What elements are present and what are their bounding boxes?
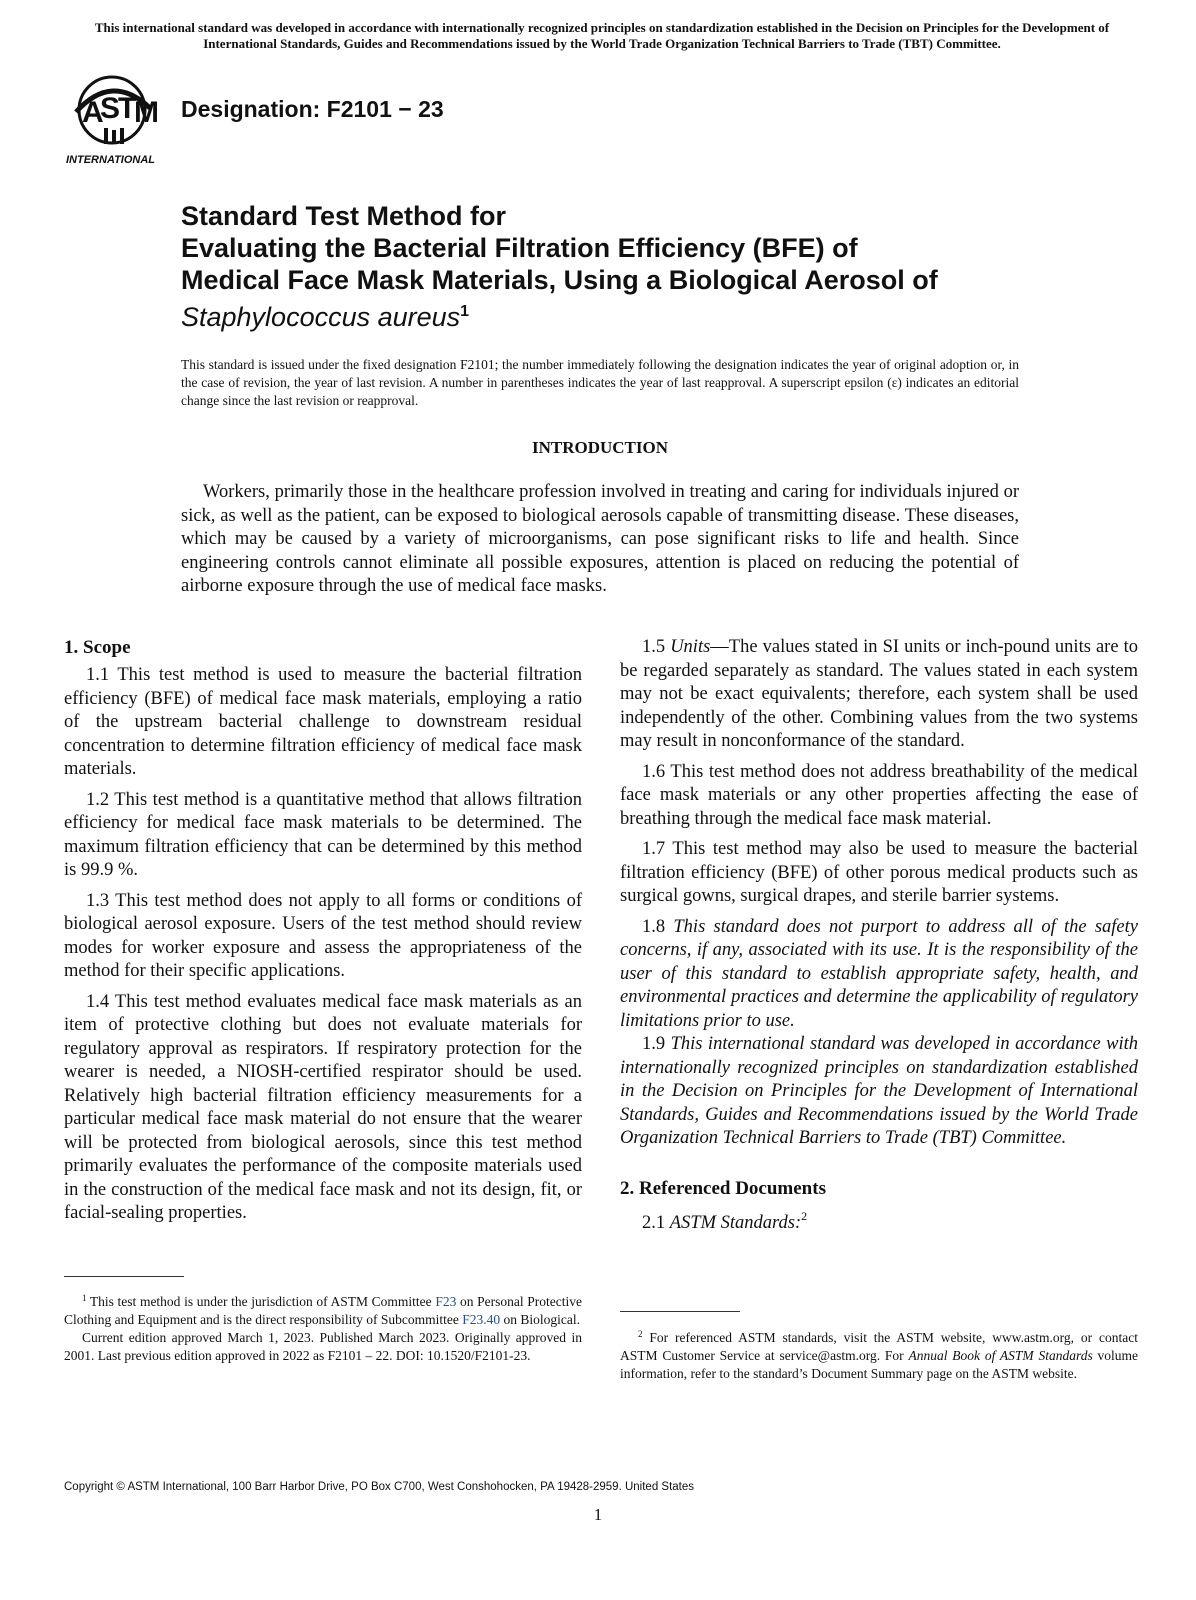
issue-note: This standard is issued under the fixed designation F2101; the number immediately following the designation indicates the year of original adoption or, in the case of revision, the year of last revision. A number in parentheses indicates the year of last reapproval. A superscript epsilon (ε) indicates an editorial change since the last revision or reapproval. (181, 357, 1019, 408)
astm-international-logo (66, 72, 170, 168)
scope-heading: 1. Scope (64, 637, 131, 658)
designation: Designation: F2101 − 23 (181, 96, 444, 122)
right-column (620, 636, 1138, 1242)
footnote-1-text-c: on Biological. (503, 1312, 580, 1327)
introduction-heading: INTRODUCTION (531, 438, 669, 457)
title-line-2: Evaluating the Bacterial Filtration Efficiency (BFE) of (181, 233, 858, 263)
section-2-1-number: 2.1 (642, 1212, 666, 1233)
title-line-4 (181, 296, 1131, 333)
footnote-1 (64, 1289, 582, 1365)
section-2-1-label: ASTM Standards: (669, 1212, 802, 1233)
footnote-1-text-a: This test method is under the jurisdiction of ASTM Committee (89, 1294, 432, 1309)
section-1-5-label: Units (670, 637, 711, 657)
wto-banner: This international standard was developed in accordance with internationally recognized principles on standardization established in the Decision on Principles for the Development of International Standards, Guides and Recommendations issued by the World Trade Organization Technical Barriers to Trade (TBT) Committee. (94, 20, 1110, 51)
section-1-4: 1.4 This test method evaluates medical face mask materials as an item of protective clothing but does not evaluate materials for regulatory approval as respirators. If respiratory protection for the wearer is needed, a NIOSH-certified respirator should be used. Relatively high bacterial filtration efficiency measurements for a particular medical face mask material do not ensure that the wearer will be protected from biological aerosols, since this test method primarily evaluates the performance of the composite materials used in the construction of the medical face mask and not its design, fit, or facial-sealing properties. (64, 991, 582, 1223)
svg-text:S: S (100, 92, 121, 125)
section-1-8-text: This standard does not purport to address all of the safety concerns, if any, associated with its use. It is the responsibility of the user of this standard to establish appropriate safety, health, and environmental practices and determine the applicability of regulatory limitations prior to use. (620, 916, 1138, 1031)
footnote-1-mark: 1 (82, 1293, 87, 1303)
organism-name: Staphylococcus aureus (181, 302, 461, 332)
section-1-5 (620, 636, 1138, 754)
section-1-3: 1.3 This test method does not apply to all forms or conditions of biological aerosol exposure. Users of the test method should review modes for worker exposure and assess the appropriateness of the method for their specific applications. (64, 890, 582, 981)
section-1-1: 1.1 This test method is used to measure the bacterial filtration efficiency (BFE) of medical face mask materials, employing a ratio of the upstream bacterial challenge to downstream residual concentration to determine filtration efficiency of medical face mask materials. (64, 665, 582, 779)
svg-text:M: M (134, 96, 159, 129)
title-line-3: Medical Face Mask Materials, Using a Biological Aerosol of (181, 265, 938, 295)
referenced-documents-heading: 2. Referenced Documents (620, 1177, 826, 1199)
section-1-5-number: 1.5 (642, 637, 666, 657)
section-1-7: 1.7 This test method may also be used to measure the bacterial filtration efficiency (BFE) of other porous medical products such as surgical gowns, surgical drapes, and sterile barrier systems. (620, 839, 1138, 906)
svg-text:A: A (82, 96, 104, 129)
page-number: 1 (593, 1505, 603, 1524)
section-1-8-number: 1.8 (642, 916, 666, 937)
annual-book-title: Annual Book of ASTM Standards (908, 1348, 1093, 1363)
copyright-notice: Copyright © ASTM International, 100 Barr Harbor Drive, PO Box C700, West Conshohocken, PA 19428-2959. United States (64, 1481, 695, 1493)
committee-link[interactable]: F23 (435, 1294, 457, 1309)
footnote-2-text-b: volume information, refer to the standard’s Document Summary page on the ASTM website. (620, 1348, 1139, 1381)
subcommittee-link[interactable]: F23.40 (462, 1312, 501, 1327)
section-1-6: 1.6 This test method does not address breathability of the medical face mask materials or any other properties affecting the ease of breathing through the medical face mask material. (620, 761, 1138, 829)
logo-wordmark: INTERNATIONAL (66, 154, 156, 166)
section-1-9 (620, 1033, 1138, 1151)
section-1-9-text: This international standard was developed in accordance with internationally recognized principles on standardization established in the Decision on Principles for the Development of International Standards, Guides and Recommendations issued by the World Trade Organization Technical Barriers to Trade (TBT) Committee. (620, 1034, 1139, 1148)
section-1-8 (620, 916, 1138, 1034)
footnote-2 (620, 1325, 1138, 1383)
section-1-9-number: 1.9 (642, 1034, 666, 1054)
section-2-1-footnote-mark: 2 (801, 1208, 808, 1223)
section-1-5-text: —The values stated in SI units or inch-pound units are to be regarded separately as standard. The values stated in each system may not be exact equivalents; therefore, each system shall be used independently of the other. Combining values from the two systems may result in nonconformance of the standard. (620, 637, 1138, 751)
footnote-2-text (620, 1325, 1138, 1383)
left-column (64, 636, 582, 1233)
introduction-body: Workers, primarily those in the healthcare profession involved in treating and caring for individuals injured or sick, as well as the patient, can be exposed to biological aerosols capable of transmitting disease. These diseases, which may be caused by a variety of microorganisms, can pose significant risks to life and health. Since engineering controls cannot eliminate all possible exposures, attention is placed on reducing the potential of airborne exposure through the use of medical face masks. (181, 482, 1019, 596)
section-1-2: 1.2 This test method is a quantitative method that allows filtration efficiency for medical face mask materials to be determined. The maximum filtration efficiency that can be determined by this method is 99.9 %. (64, 789, 582, 880)
title-line-1: Standard Test Method for (181, 201, 507, 231)
title-footnote-mark: 1 (460, 303, 470, 320)
section-2-1 (620, 1205, 1138, 1236)
footnote-1-jurisdiction (64, 1289, 582, 1329)
footnote-2-mark: 2 (638, 1329, 643, 1339)
footnote-1-edition: Current edition approved March 1, 2023. Published March 2023. Originally approved in 2001. Last previous edition approved in 2022 as F2101 – 22. DOI: 10.1520/F2101-23. (64, 1330, 582, 1363)
document-title (181, 200, 1131, 333)
footnote-1-text-b: on Personal Protective Clothing and Equipment and is the direct responsibility of Subcommittee (64, 1294, 583, 1327)
footnote-2-text-a: For referenced ASTM standards, visit the ASTM website, www.astm.org, or contact ASTM Customer Service at service@astm.org. For (620, 1330, 1138, 1363)
footnote-divider-right (620, 1311, 740, 1312)
footnote-divider-left (64, 1276, 184, 1277)
svg-text:T: T (118, 92, 137, 125)
